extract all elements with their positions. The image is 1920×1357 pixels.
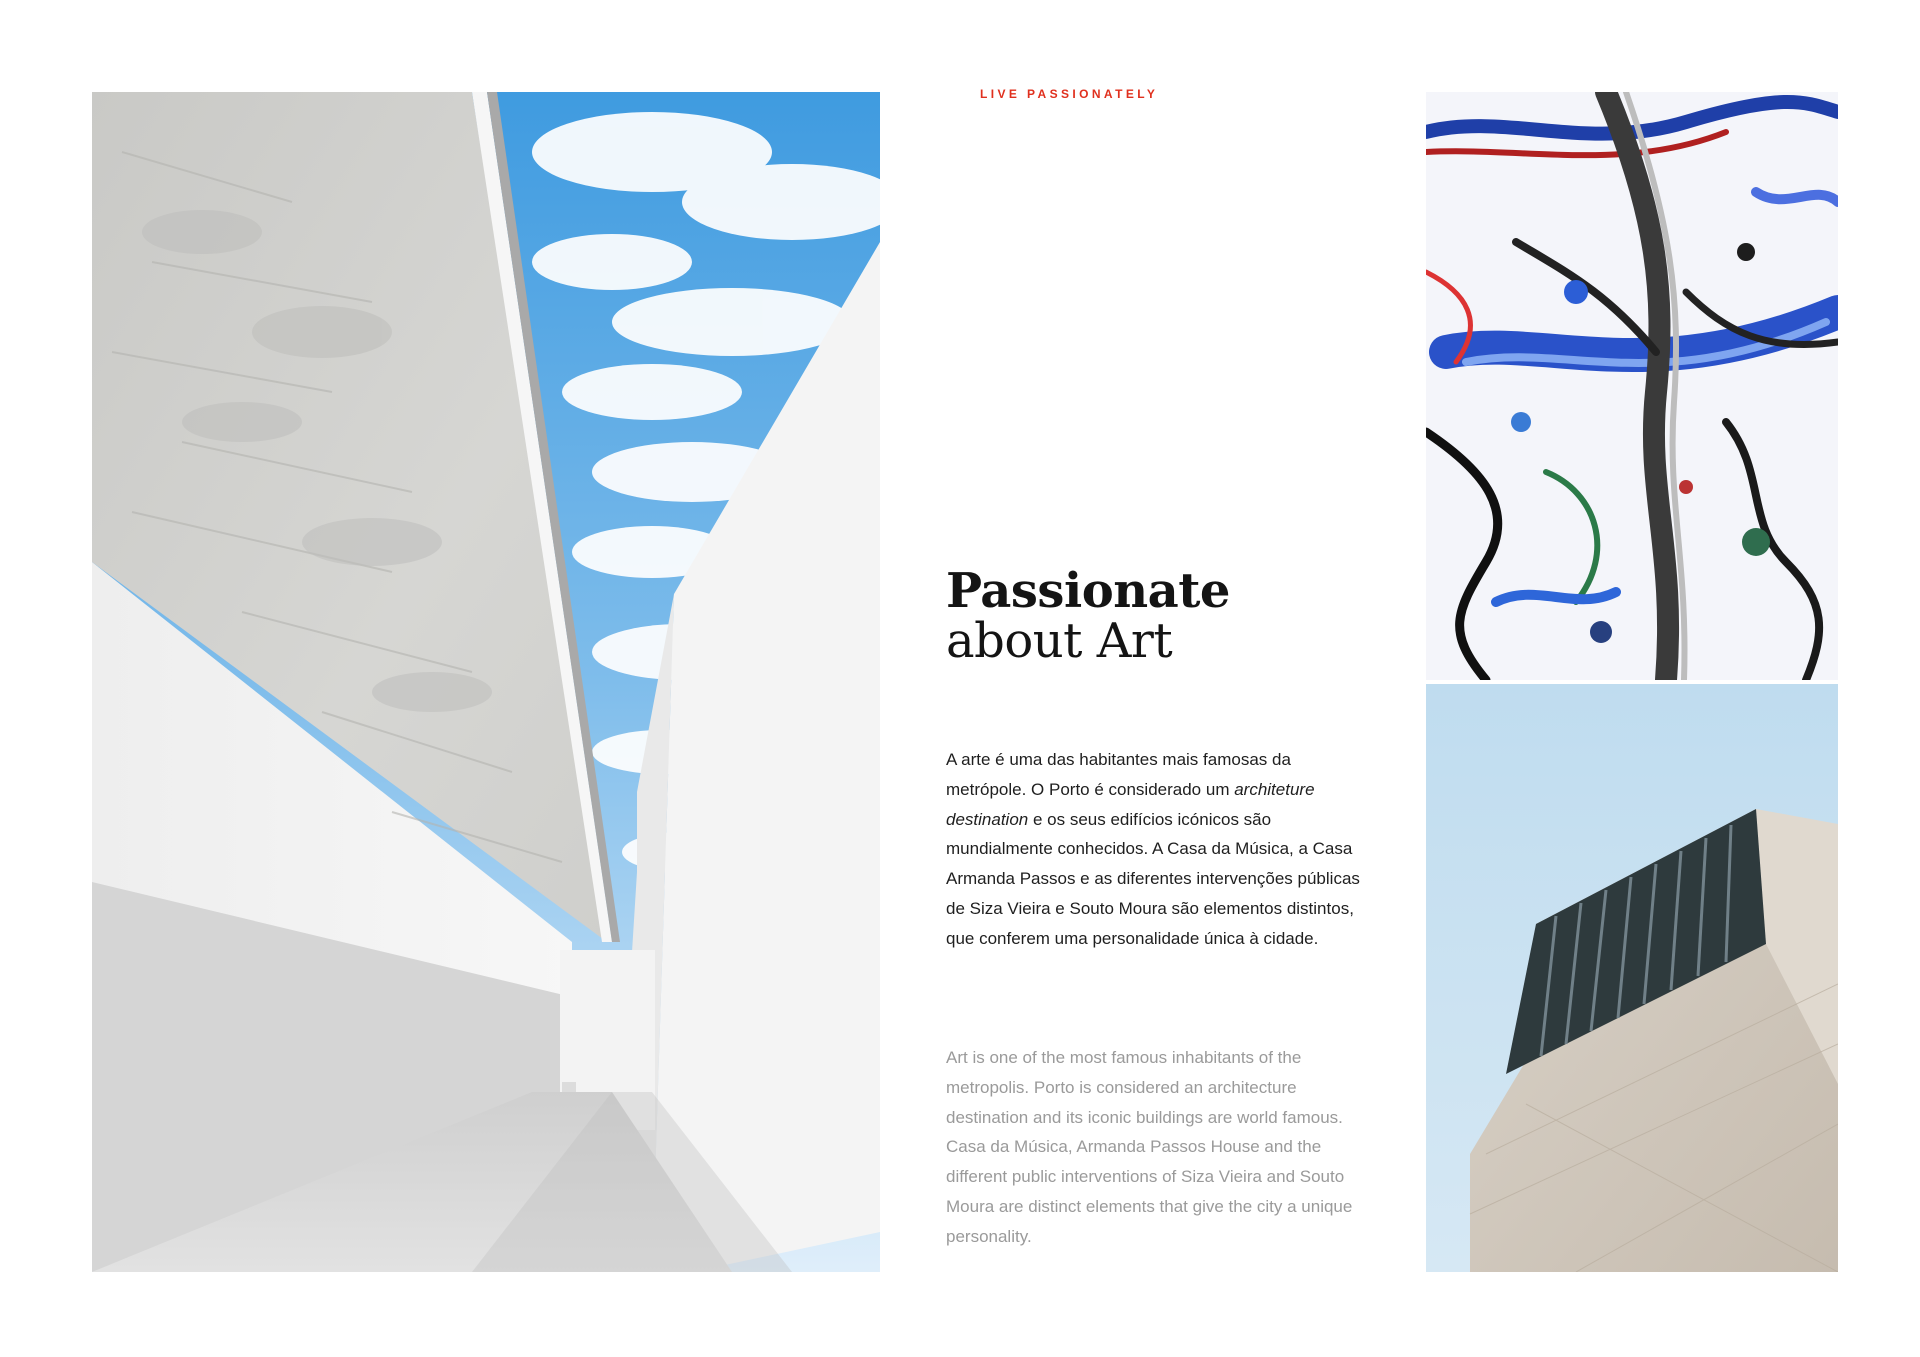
body-pt-part-2: e os seus edifícios icónicos são mundialmente conhecidos. A Casa da Música, a Casa Armanda Passos e as diferentes intervenções públicas de Siza Vieira e Souto Moura são elementos distintos, que conferem uma personalidade única à cidade. bbox=[946, 809, 1360, 948]
body-pt-part-1: A arte é uma das habitantes mais famosas da metrópole. O Porto é considerado um bbox=[946, 750, 1291, 799]
page-title bbox=[946, 563, 1230, 669]
architecture-corridor-photo bbox=[92, 92, 880, 1272]
body-pt-italic: architeture destination bbox=[946, 779, 1315, 829]
building-photo bbox=[1426, 684, 1838, 1272]
body-text-portuguese bbox=[946, 745, 1366, 954]
title-line-2: about Art bbox=[946, 613, 1173, 669]
body-text-english: Art is one of the most famous inhabitants of the metropolis. Porto is considered an architecture destination and its iconic buildings are world famous. Casa da Música, Armanda Passos House and the different public interventions of Siza Vieira and Souto Moura are distinct elements that give the city a unique personality. bbox=[946, 1048, 1353, 1246]
eyebrow-label: LIVE PASSIONATELY bbox=[980, 87, 1159, 101]
title-line-1: Passionate bbox=[946, 563, 1230, 619]
abstract-art-photo bbox=[1426, 92, 1838, 680]
